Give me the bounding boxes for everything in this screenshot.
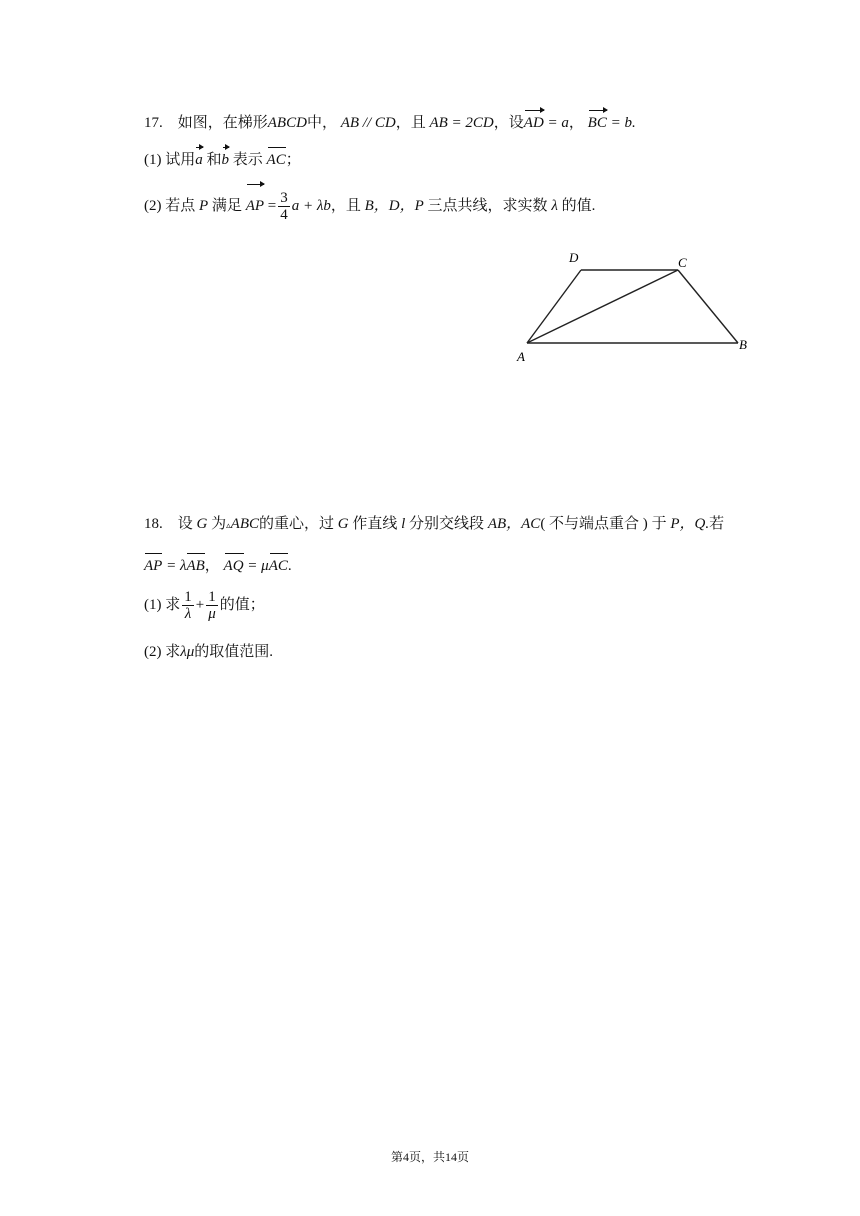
vector-aq-18: AQ bbox=[224, 551, 244, 577]
vector-ac-18: AC bbox=[269, 551, 288, 577]
q17-part2: (2) 若点 P 满足 AP = $\frac{3}{4}$ a + λb，且 B，D，P 三点共线，求实数 λ 的值. bbox=[144, 182, 595, 222]
vector-ap-18: AP bbox=[144, 551, 162, 577]
diagonal-ac bbox=[527, 270, 678, 343]
side-ad bbox=[527, 270, 581, 343]
q17-statement: 17. 如图，在梯形ABCD中， AB // CD，且 AB = 2CD，设AD = a， BC = b. bbox=[144, 108, 636, 134]
q17-part1: (1) 试用a 和b 表示 AC； bbox=[144, 145, 301, 171]
vector-bc: BC bbox=[588, 108, 607, 134]
page-footer: 第4页，共14页 bbox=[390, 1150, 469, 1164]
fraction-three-quarters: $\frac{3}{4}$ bbox=[280, 190, 288, 224]
q18-number: 18. bbox=[144, 516, 163, 532]
q17-number: 17. bbox=[144, 115, 163, 131]
trapezoid-figure bbox=[510, 243, 760, 368]
q18-condition: AP = λAB， AQ = μAC. bbox=[144, 551, 292, 577]
vector-ab-18: AB bbox=[186, 551, 204, 577]
vertex-label-b: B bbox=[739, 337, 747, 352]
triangle-symbol: ▵ bbox=[226, 520, 231, 530]
vector-ap: AP bbox=[246, 182, 264, 226]
fraction-one-over-mu: $\frac{1}{\mu}$ bbox=[208, 589, 216, 623]
vector-ac: AC bbox=[267, 145, 286, 171]
vertex-label-d: D bbox=[569, 250, 579, 265]
q18-part2: (2) 求λμ的取值范围. bbox=[144, 644, 274, 660]
vertex-label-a: A bbox=[517, 349, 525, 364]
fraction-one-over-lambda: $\frac{1}{\lambda}$ bbox=[184, 589, 192, 623]
vertex-label-c: C bbox=[678, 255, 687, 270]
side-cb bbox=[678, 270, 738, 343]
q18-statement: 18. 设 G 为▵ABC的重心，过 G 作直线 l 分别交线段 AB，AC( 不与端点重合 ) 于 P，Q.若 bbox=[144, 516, 725, 532]
vector-ad: AD bbox=[524, 108, 544, 134]
q18-part1: (1) 求 $\frac{1}{\lambda}$ + $\frac{1}{\mu}$ 的值； bbox=[144, 589, 265, 623]
